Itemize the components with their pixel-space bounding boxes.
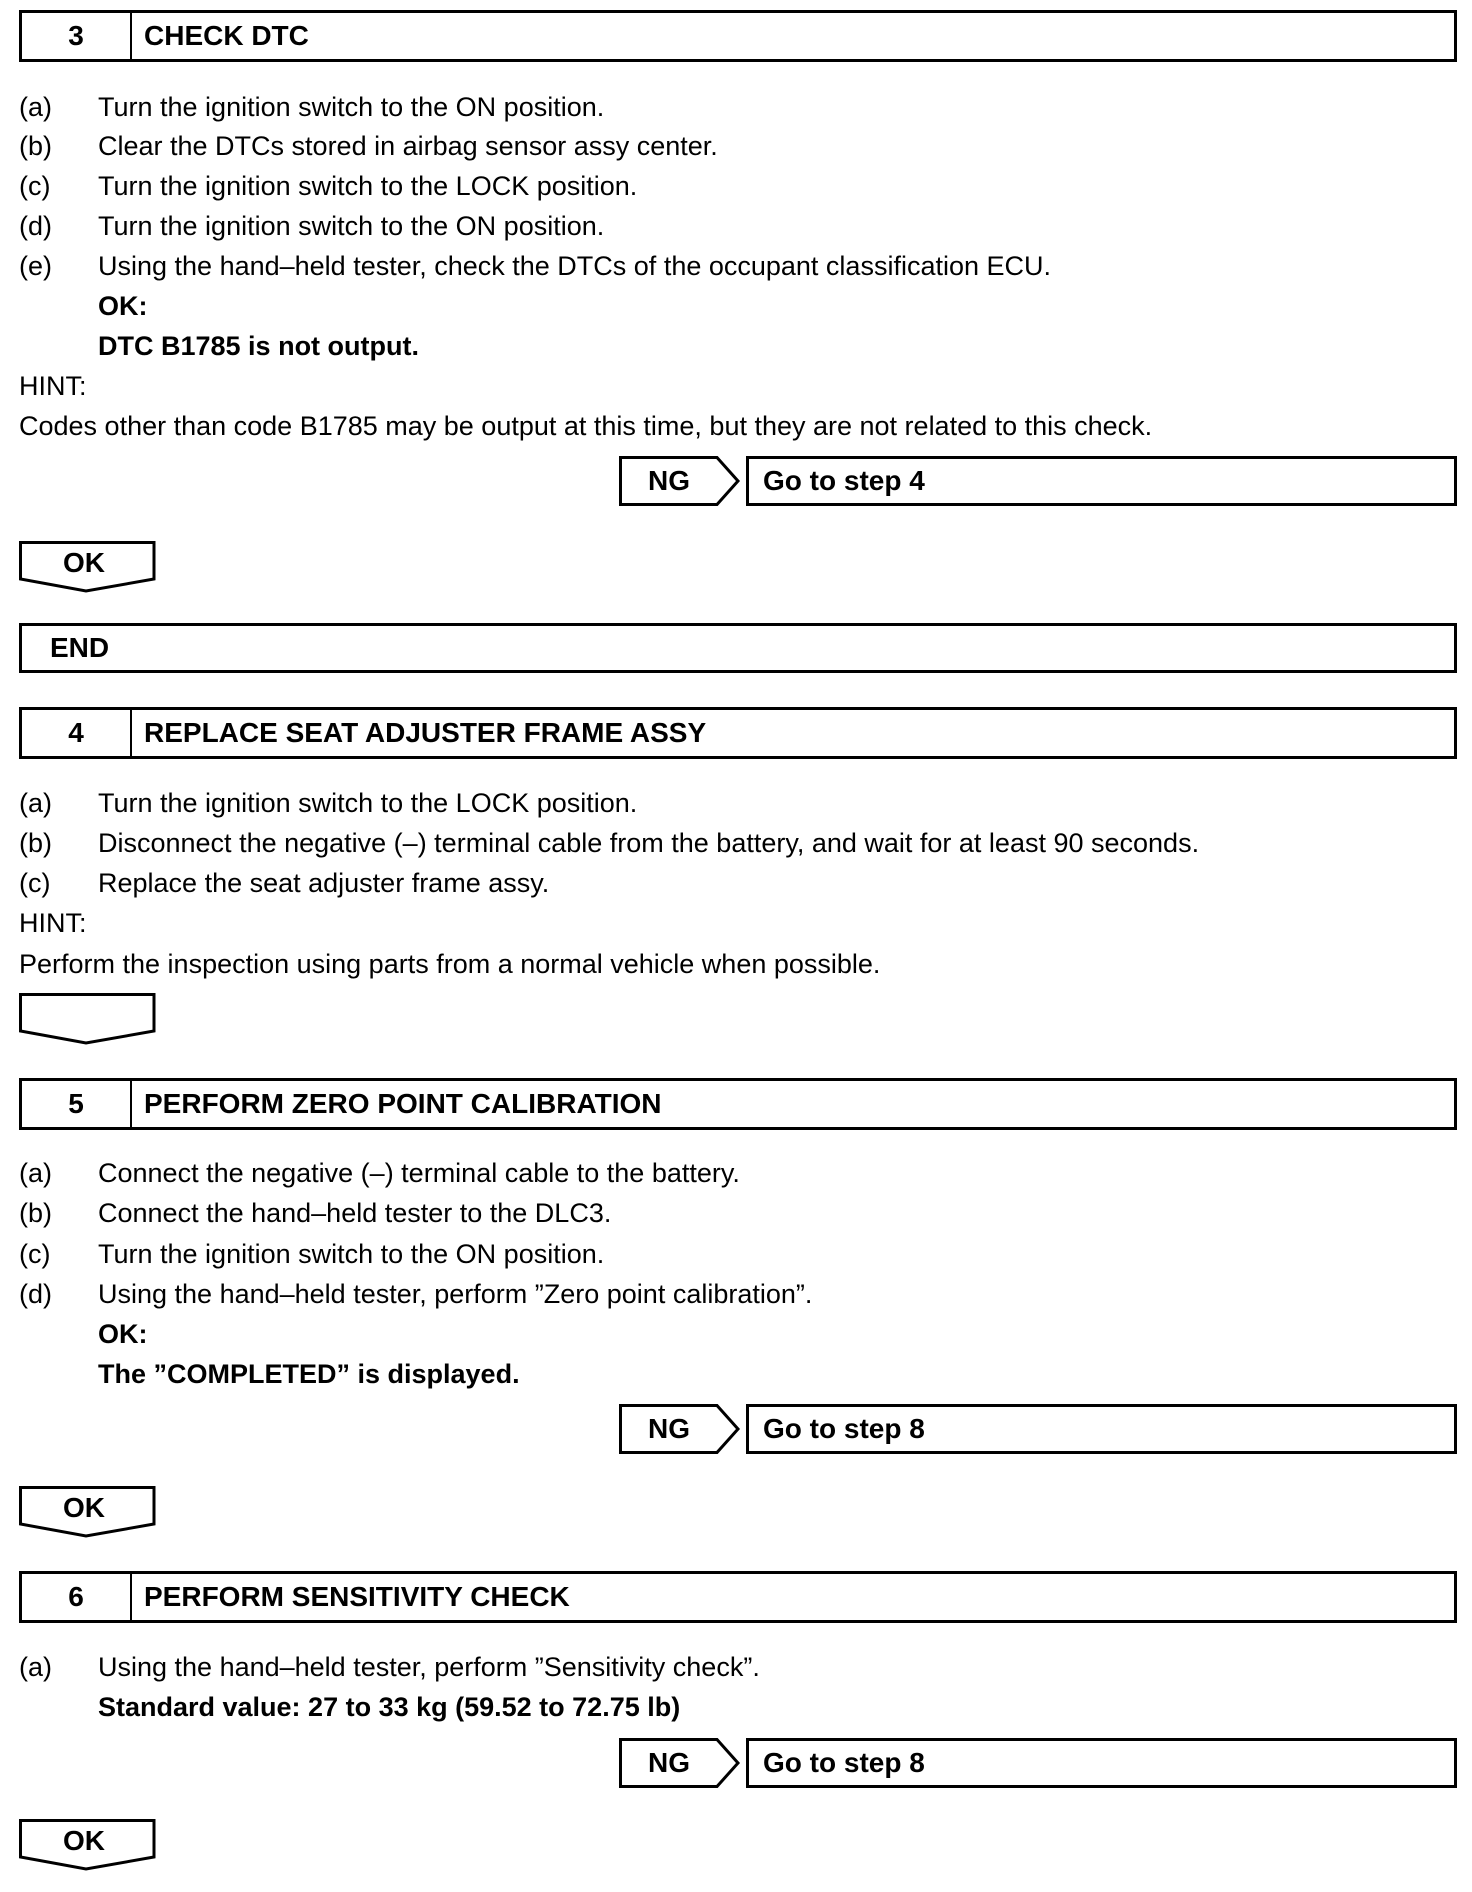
item-label: (c) xyxy=(19,171,51,201)
item-text: Replace the seat adjuster frame assy. xyxy=(98,868,550,898)
go-to-step-box[interactable]: Go to step 8 xyxy=(746,1404,1457,1454)
item-label: (d) xyxy=(19,1279,52,1309)
item-label: (a) xyxy=(19,1158,52,1188)
item-text: Connect the negative (–) terminal cable to the battery. xyxy=(98,1158,740,1188)
item-label: (a) xyxy=(19,92,52,122)
item-text: Clear the DTCs stored in airbag sensor assy center. xyxy=(98,131,718,161)
item-label: (b) xyxy=(19,1198,52,1228)
item-text: Turn the ignition switch to the ON position. xyxy=(98,211,605,241)
item-label: (c) xyxy=(19,1239,51,1269)
ok-label: OK xyxy=(63,1492,105,1523)
item-text: Turn the ignition switch to the ON position. xyxy=(98,92,605,122)
item-text: Connect the hand–held tester to the DLC3. xyxy=(98,1198,612,1228)
ok-down-arrow xyxy=(19,1486,157,1538)
go-to-step-box[interactable]: Go to step 8 xyxy=(746,1738,1457,1788)
step-title: PERFORM SENSITIVITY CHECK xyxy=(144,1581,570,1612)
item-text: Using the hand–held tester, check the DTCs of the occupant classification ECU. xyxy=(98,251,1052,281)
ng-label: NG xyxy=(648,1747,690,1778)
ok-criteria-value: The ”COMPLETED” is displayed. xyxy=(98,1359,520,1389)
item-label: (e) xyxy=(19,251,52,281)
item-text: Disconnect the negative (–) terminal cable from the battery, and wait for at least 90 seconds. xyxy=(98,828,1200,858)
end-box: END xyxy=(19,623,1457,673)
step-title: CHECK DTC xyxy=(144,20,309,51)
ok-down-arrow xyxy=(19,541,157,593)
step-number: 6 xyxy=(22,1574,132,1620)
standard-value: Standard value: 27 to 33 kg (59.52 to 72.75 lb) xyxy=(98,1692,681,1722)
step-5-header xyxy=(19,1078,1457,1130)
step-number: 5 xyxy=(22,1081,132,1127)
next-down-arrow xyxy=(19,993,157,1045)
step-number: 4 xyxy=(22,710,132,756)
item-text: Turn the ignition switch to the ON position. xyxy=(98,1239,605,1269)
ok-criteria-label: OK: xyxy=(98,291,148,321)
ng-branch-arrow xyxy=(619,456,739,506)
ng-branch-arrow xyxy=(619,1738,739,1788)
ok-label: OK xyxy=(63,547,105,578)
hint-label: HINT: xyxy=(19,371,87,401)
go-to-step-box[interactable]: Go to step 4 xyxy=(746,456,1457,506)
item-label: (b) xyxy=(19,828,52,858)
ng-label: NG xyxy=(648,1413,690,1444)
ok-label: OK xyxy=(63,1825,105,1856)
item-label: (a) xyxy=(19,1652,52,1682)
ok-criteria-value: DTC B1785 is not output. xyxy=(98,331,420,361)
hint-label: HINT: xyxy=(19,908,87,938)
item-label: (d) xyxy=(19,211,52,241)
step-6-header xyxy=(19,1571,1457,1623)
step-title: PERFORM ZERO POINT CALIBRATION xyxy=(144,1088,662,1119)
step-number: 3 xyxy=(22,13,132,59)
item-label: (c) xyxy=(19,868,51,898)
ng-branch-arrow xyxy=(619,1404,739,1454)
ng-label: NG xyxy=(648,465,690,496)
hint-text: Codes other than code B1785 may be output at this time, but they are not related to this check. xyxy=(19,411,1153,441)
item-text: Turn the ignition switch to the LOCK position. xyxy=(98,788,638,818)
item-label: (b) xyxy=(19,131,52,161)
hint-text: Perform the inspection using parts from a normal vehicle when possible. xyxy=(19,949,881,979)
step-4-header xyxy=(19,707,1457,759)
ok-criteria-label: OK: xyxy=(98,1319,148,1349)
item-text: Turn the ignition switch to the LOCK position. xyxy=(98,171,638,201)
item-text: Using the hand–held tester, perform ”Sensitivity check”. xyxy=(98,1652,760,1682)
step-3-header xyxy=(19,10,1457,62)
item-label: (a) xyxy=(19,788,52,818)
ok-down-arrow xyxy=(19,1819,157,1871)
item-text: Using the hand–held tester, perform ”Zero point calibration”. xyxy=(98,1279,813,1309)
step-title: REPLACE SEAT ADJUSTER FRAME ASSY xyxy=(144,717,707,748)
